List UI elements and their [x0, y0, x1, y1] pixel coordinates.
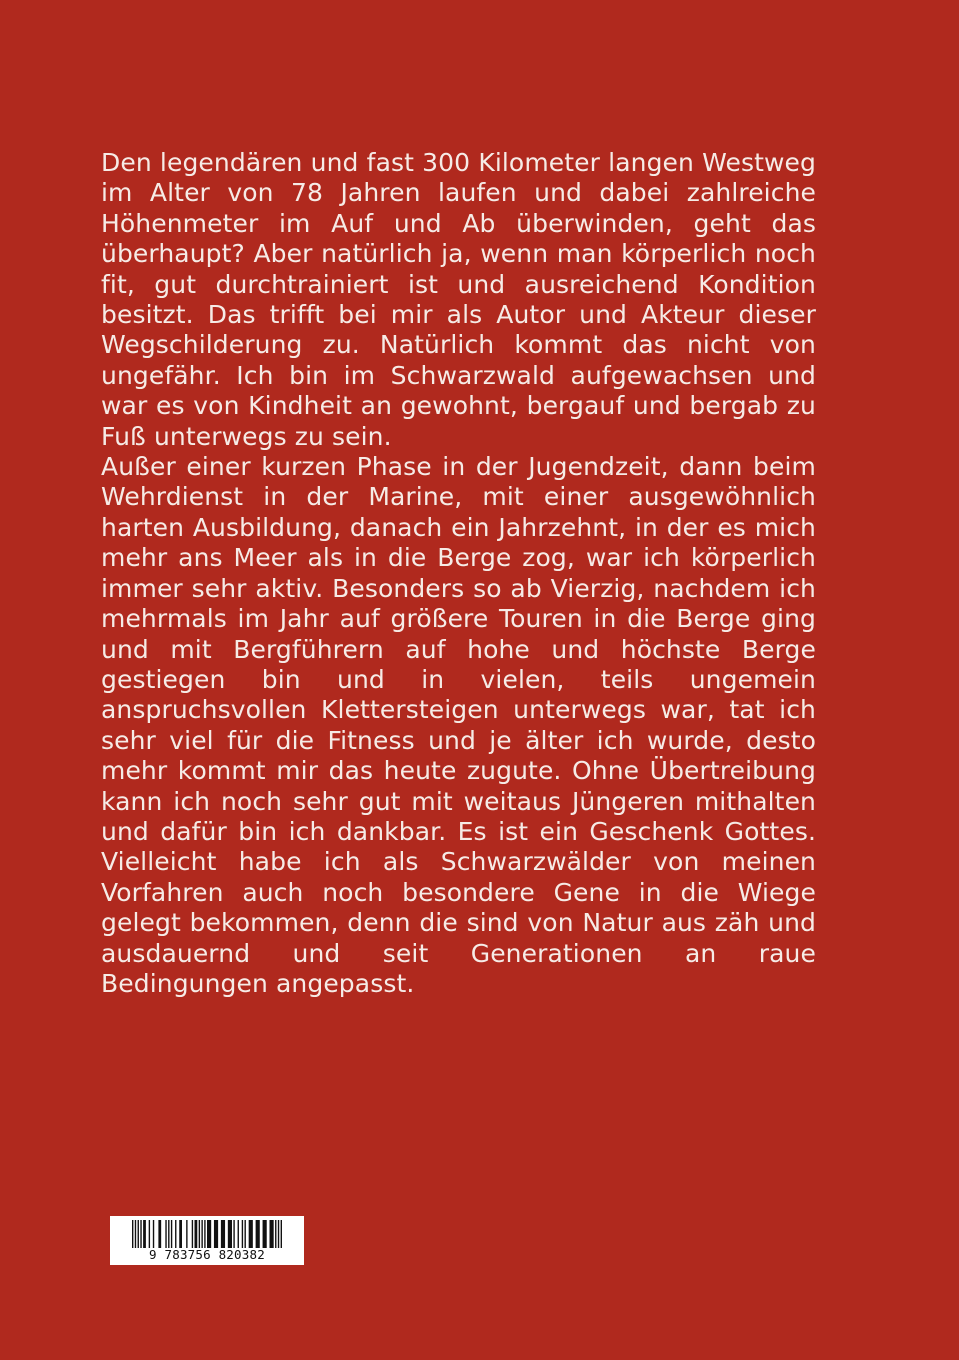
barcode-bar [278, 1220, 279, 1248]
barcode-digits: 9 783756 820382 [149, 1247, 265, 1262]
back-cover-blurb [101, 148, 816, 999]
barcode-bar [186, 1220, 187, 1248]
barcode-bar [228, 1220, 232, 1248]
barcode-bar [175, 1220, 176, 1248]
barcode-bar [207, 1220, 211, 1248]
barcode-bar [204, 1220, 205, 1248]
barcode-bar [135, 1220, 136, 1248]
barcode-bar [168, 1220, 169, 1248]
barcode-bar [245, 1220, 246, 1248]
barcode-bar [165, 1220, 166, 1248]
barcode-bar [233, 1220, 234, 1248]
barcode-bar [263, 1220, 267, 1248]
blurb-paragraph-2: Außer einer kurzen Phase in der Jugendzeit, dann beim Wehrdienst in der Marine, mit einer ausgewöhnlich harten Ausbildung, danach ein Jahrzehnt, in der es mich mehr ans Meer als in die Berge zog, war ich körperlich immer sehr aktiv. Besonders so ab Vierzig, nachdem ich mehrmals im Jahr auf größere Touren in die Berge ging und mit Bergführern auf hohe und höchste Berge gestiegen bin und in vielen, teils ungemein anspruchsvollen Klettersteigen unterwegs war, tat ich sehr viel für die Fitness und je älter ich wurde, desto mehr kommt mir das heute zugute. Ohne Übertreibung kann ich noch sehr gut mit weitaus Jüngeren mithalten und dafür bin ich dankbar. Es ist ein Geschenk Gottes. Vielleicht habe ich als Schwarzwälder von meinen Vorfahren auch noch besondere Gene in die Wiege gelegt bekommen, denn die sind von Natur aus zäh und ausdauernd und seit Generationen an raue Bedingungen angepasst. [101, 452, 816, 998]
barcode-bar [158, 1220, 161, 1248]
barcode-bar [171, 1220, 172, 1248]
barcode-bar [221, 1220, 225, 1248]
barcode-bar [143, 1220, 146, 1248]
barcode-bar [149, 1220, 150, 1248]
barcode-bar [201, 1220, 202, 1248]
barcode-bars [132, 1220, 282, 1248]
barcode-bar [153, 1220, 154, 1248]
blurb-paragraph-1: Den legendären und fast 300 Kilometer langen Westweg im Alter von 78 Jahren laufen und dabei zahlreiche Höhenmeter im Auf und Ab überwinden, geht das überhaupt? Aber natürlich ja, wenn man körperlich noch fit, gut durchtrainiert ist und ausreichend Kondition besitzt. Das trifft bei mir als Autor und Akteur dieser Wegschilderung zu. Natürlich kommt das nicht von ungefähr. Ich bin im Schwarzwald aufgewachsen und war es von Kindheit an gewohnt, bergauf und bergab zu Fuß unterwegs zu sein. [101, 148, 816, 451]
barcode-bar [195, 1220, 198, 1248]
barcode-bar [242, 1220, 243, 1248]
barcode-bar [199, 1220, 200, 1248]
barcode-bar [214, 1220, 218, 1248]
barcode-bar [256, 1220, 260, 1248]
barcode-bar [138, 1220, 139, 1248]
barcode-bar [238, 1220, 239, 1248]
barcode-bar [179, 1220, 182, 1248]
barcode-bar [249, 1220, 253, 1248]
barcode-bar [275, 1220, 276, 1248]
isbn-barcode [110, 1216, 304, 1265]
barcode-bar [140, 1220, 141, 1248]
barcode-bar [281, 1220, 282, 1248]
barcode-bar [132, 1220, 133, 1248]
barcode-bar [270, 1220, 274, 1248]
barcode-bar [192, 1220, 193, 1248]
